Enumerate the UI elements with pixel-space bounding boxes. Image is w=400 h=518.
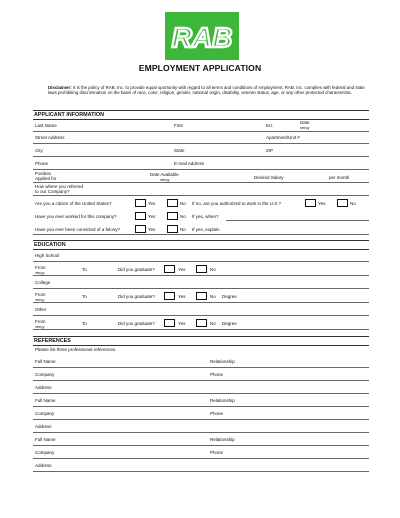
authorized-no-label: No (350, 201, 356, 206)
ref1-company-line[interactable] (33, 380, 369, 381)
ref1-relationship-label: Relationship (210, 359, 235, 364)
other-graduate-question: Did you graduate? (118, 321, 155, 326)
felony-no-checkbox[interactable] (167, 225, 178, 233)
referred-label-2: to our Company? (35, 189, 70, 194)
college-graduate-question: Did you graduate? (118, 294, 155, 299)
ref1-phone-label: Phone (210, 372, 224, 377)
rab-logo (165, 12, 239, 60)
hs-from-label: From (35, 265, 46, 270)
citizen-yes-checkbox[interactable] (135, 199, 146, 207)
citizen-no-checkbox[interactable] (167, 199, 178, 207)
first-name-label: First (174, 123, 183, 128)
education-section-heading: EDUCATION (33, 240, 369, 250)
ref3-phone-label: Phone (210, 450, 224, 455)
state-label: State (174, 148, 185, 153)
worked-no-label: No (180, 214, 186, 219)
hs-graduate-yes-checkbox[interactable] (164, 265, 175, 273)
other-graduate-yes-label: Yes (178, 321, 186, 326)
street-line[interactable] (33, 143, 369, 144)
worked-no-checkbox[interactable] (167, 212, 178, 220)
other-graduate-no-label: No (210, 321, 216, 326)
email-label: E-mail Address (174, 161, 205, 166)
felony-question: Have you ever been convicted of a felony? (35, 227, 121, 232)
referred-line[interactable] (33, 195, 369, 196)
authorized-no-checkbox[interactable] (337, 199, 348, 207)
authorized-yes-label: Yes (318, 201, 326, 206)
applicant-section-heading: APPLICANT INFORMATION (33, 110, 369, 120)
if-yes-explain-label: If yes, explain (192, 227, 220, 232)
college-line[interactable] (33, 288, 369, 289)
ref2-address-line[interactable] (33, 432, 369, 433)
high-school-label: High School (35, 253, 60, 258)
college-dates-line[interactable] (33, 302, 369, 303)
date-format: mm/yy (300, 125, 310, 130)
position-line[interactable] (33, 182, 369, 183)
felony-yes-checkbox[interactable] (135, 225, 146, 233)
ref1-company-label: Company (35, 372, 55, 377)
ref1-address-line[interactable] (33, 393, 369, 394)
logo-text: RAB (171, 22, 233, 53)
high-school-line[interactable] (33, 261, 369, 262)
worked-yes-checkbox[interactable] (135, 212, 146, 220)
street-address-label: Street Address (35, 135, 65, 140)
ref3-company-line[interactable] (33, 458, 369, 459)
worked-question: Have you ever worked for this company? (35, 214, 117, 219)
ref3-company-label: Company (35, 450, 55, 455)
per-month-label: per month (329, 175, 350, 180)
ref1-address-label: Address (35, 385, 52, 390)
zip-label: ZIP (266, 148, 274, 153)
referred-label-1: How where you referred (35, 184, 84, 189)
apartment-label: Apartment/Unit # (266, 135, 300, 140)
citizen-yes-label: Yes (148, 201, 156, 206)
last-name-label: Last Name (35, 123, 57, 128)
college-label: College (35, 280, 51, 285)
hs-graduate-yes-label: Yes (178, 267, 186, 272)
college-graduate-no-label: No (210, 294, 216, 299)
other-from-format: mm/yy (35, 324, 45, 329)
authorized-yes-checkbox[interactable] (305, 199, 316, 207)
citizen-no-label: No (180, 201, 186, 206)
page-title: EMPLOYMENT APPLICATION (138, 63, 262, 73)
ref3-relationship-label: Relationship (210, 437, 235, 442)
college-from-label: From (35, 292, 46, 297)
ref2-relationship-label: Relationship (210, 398, 235, 403)
references-intro: Please list three professional references. (35, 347, 117, 352)
college-graduate-yes-checkbox[interactable] (164, 292, 175, 300)
phone-label: Phone (35, 161, 49, 166)
city-line[interactable] (33, 156, 369, 157)
ref2-name-line[interactable] (33, 406, 369, 407)
disclaimer-text: It is the policy of RAB, Inc. to provide equal oportunity with regard to all terms and conditions of employment. RAB, Inc. complies with federal and state laws prohibiting discrimination on the basis of race, color, religion, gender, national origin, disability, veteran status, age, or any other protected characteristic. (48, 85, 365, 96)
hs-graduate-no-label: No (210, 267, 216, 272)
ref1-full-name-label: Full Name (35, 359, 56, 364)
date-label: Date (300, 120, 310, 125)
college-graduate-no-checkbox[interactable] (196, 292, 207, 300)
phone-line[interactable] (33, 169, 369, 170)
desired-salary-label: Desired Salary (254, 175, 284, 180)
if-yes-when-label: If yes, when? (192, 214, 219, 219)
worked-yes-label: Yes (148, 214, 156, 219)
ref2-full-name-label: Full Name (35, 398, 56, 403)
college-from-format: mm/yy (35, 297, 45, 302)
college-graduate-yes-label: Yes (178, 294, 186, 299)
worked-when-line[interactable] (226, 220, 369, 221)
ref3-address-line[interactable] (33, 471, 369, 472)
date-available-label: Date Available (150, 172, 179, 177)
college-to-label: To (82, 294, 87, 299)
hs-from-format: mm/yy (35, 270, 45, 275)
position-label: Position (35, 171, 52, 176)
ref2-company-line[interactable] (33, 419, 369, 420)
ref3-full-name-label: Full Name (35, 437, 56, 442)
college-degree-label: Degree (222, 294, 237, 299)
date-available-format: mm/yy (160, 177, 170, 182)
felony-line[interactable] (33, 234, 369, 235)
other-degree-label: Degree (222, 321, 237, 326)
disclaimer-label: Disclaimer: (48, 85, 72, 90)
references-section-heading: REFERENCES (33, 336, 369, 346)
other-graduate-no-checkbox[interactable] (196, 319, 207, 327)
disclaimer (48, 85, 368, 96)
name-line[interactable] (33, 131, 369, 132)
ref3-address-label: Address (35, 463, 52, 468)
hs-graduate-question: Did you graduate? (118, 267, 155, 272)
ref2-phone-label: Phone (210, 411, 224, 416)
authorized-question: If no, are you authorized to work in the U.S.? (192, 201, 282, 206)
citizen-question: Are you a citizen of the United States? (35, 201, 112, 206)
applied-for-label: Applied for (35, 176, 57, 181)
other-line[interactable] (33, 315, 369, 316)
ref1-name-line[interactable] (33, 367, 369, 368)
ref3-name-line[interactable] (33, 445, 369, 446)
city-label: City (35, 148, 43, 153)
hs-graduate-no-checkbox[interactable] (196, 265, 207, 273)
other-from-label: From (35, 319, 46, 324)
other-to-label: To (82, 321, 87, 326)
other-dates-line[interactable] (33, 329, 369, 330)
hs-dates-line[interactable] (33, 275, 369, 276)
other-graduate-yes-checkbox[interactable] (164, 319, 175, 327)
mi-label: M.I. (266, 123, 274, 128)
other-label: Other (35, 307, 47, 312)
felony-yes-label: Yes (148, 227, 156, 232)
hs-to-label: To (82, 267, 87, 272)
ref2-company-label: Company (35, 411, 55, 416)
ref2-address-label: Address (35, 424, 52, 429)
felony-no-label: No (180, 227, 186, 232)
